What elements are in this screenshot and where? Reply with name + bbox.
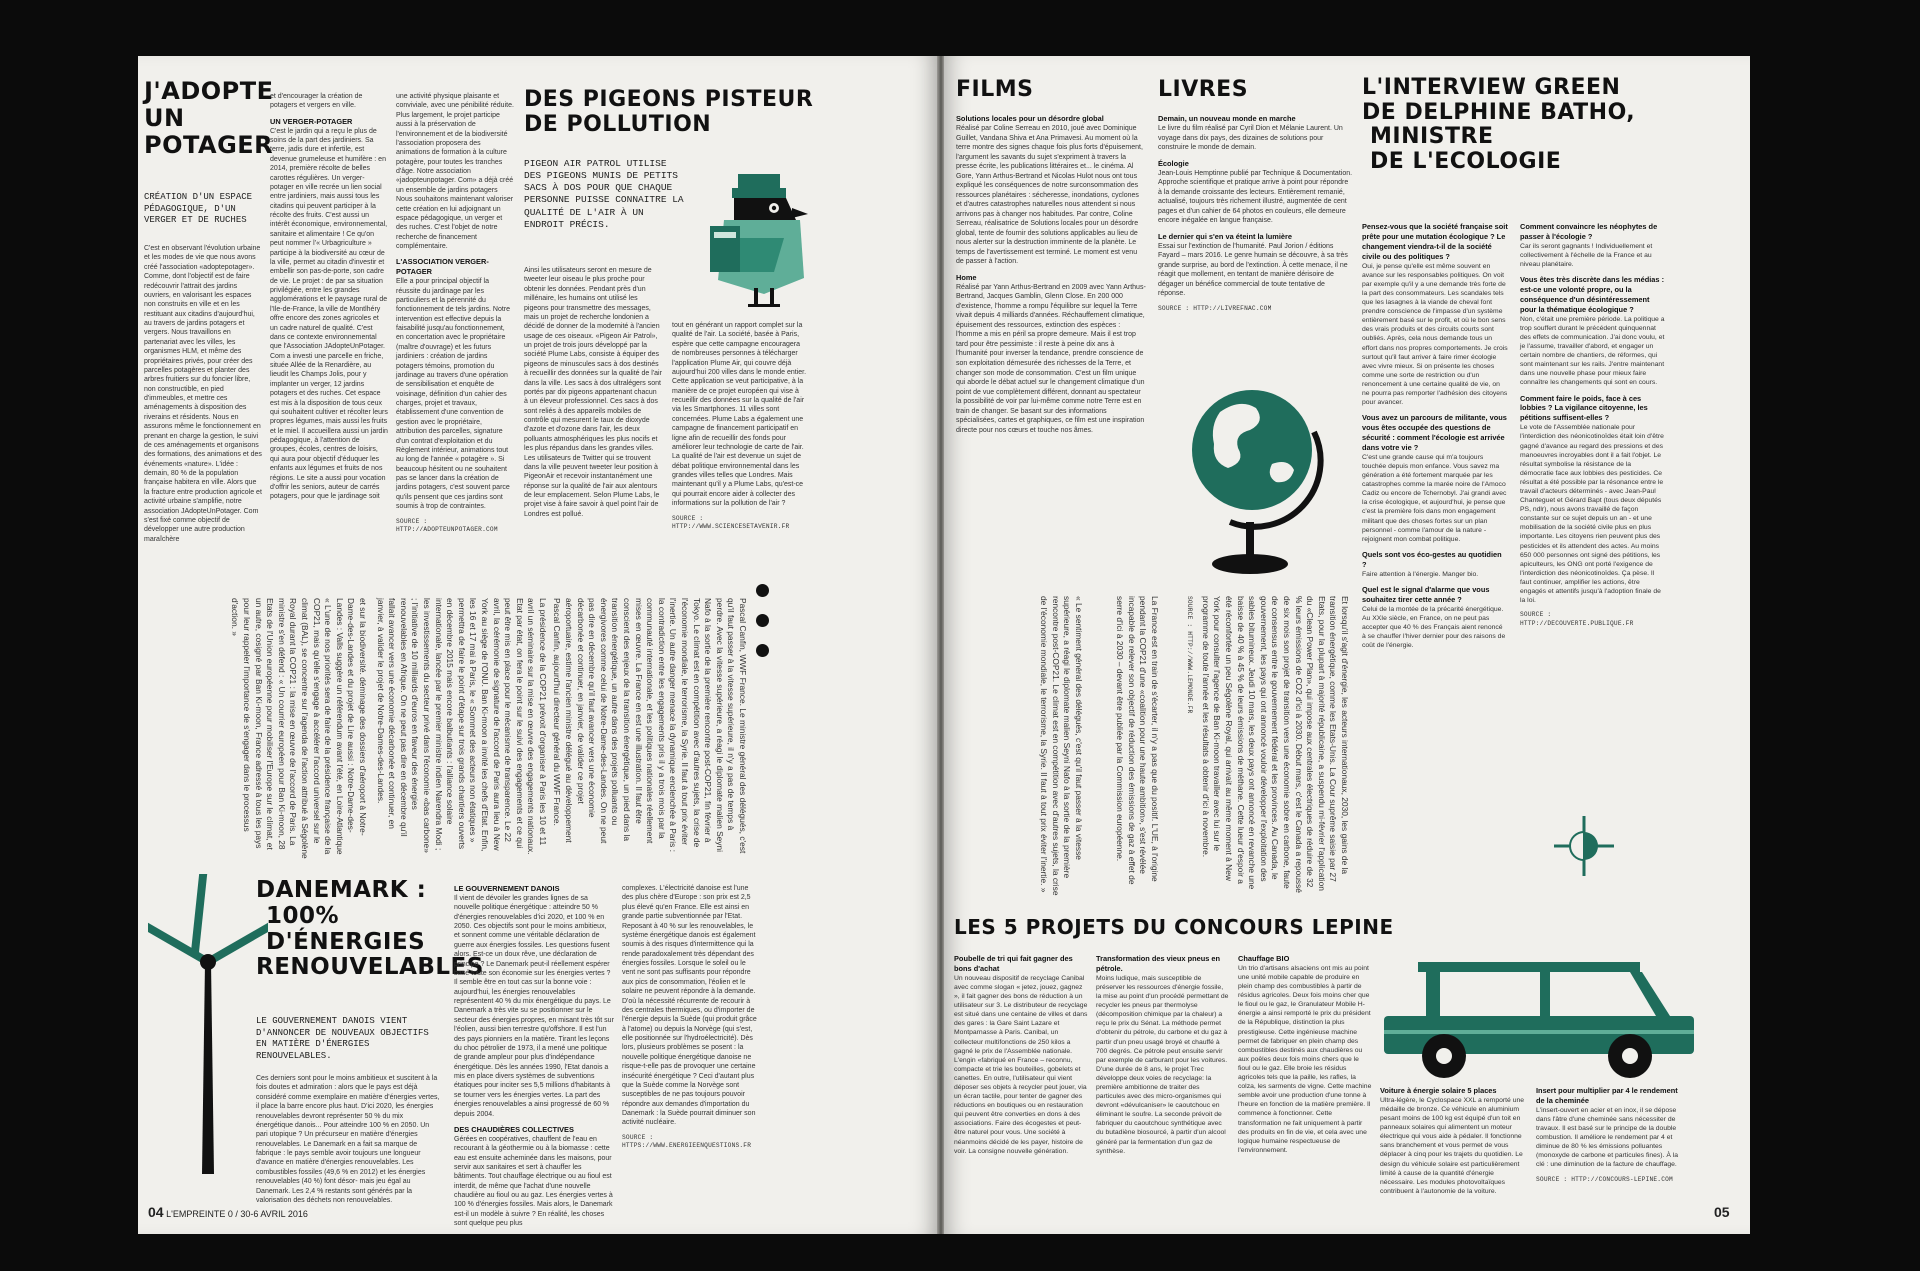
livres-column [1158, 114, 1354, 313]
danemark-title-line4: RENOUVELABLES [256, 954, 484, 981]
interview-title-line4: DE L'ECOLOGIE [1370, 148, 1562, 174]
cop21-right-col-b: La France est en train de s'écarter, il n'y a pas que du positif. L'UE, à l'origine pendant la COP21 d'une «coalition pour une haute ambition», s'est révélée incapable de relever son objectif de réduction des émissions de gaz à effet de serre d'ici à 2030 – devant être publiée par la Commission européenne. [1115, 596, 1160, 885]
pigeon-foot-left [748, 304, 764, 307]
danemark-title-line1: DANEMARK : [256, 877, 427, 903]
pigeons-title-line1: DES PIGEONS PISTEUR [524, 87, 814, 112]
interview-source: SOURCE : HTTP://DECOUVERTE.PUBLIQUE.FR [1520, 611, 1634, 627]
pigeon-leg-left [754, 288, 758, 306]
danemark-col1: Ces derniers sont pour le moins ambitieux et suscitent à la fois doutes et admiration : alors que le pays est déjà considéré comme exemplaire en matière d'énergies vertes, il place la barre encore plus haut. D'ici 2020, les énergies renouvelables devront représenter 50 % du mix énergétique danois... Pour atteindre 100 % en 2050. Un pari utopique ? Un précurseur en matière d'énergies renouvelables. Le Danemark en a fait sa marque de fabrique : le pays semble avoir toujours une longueur d'avance en matière d'énergies renouvelables. Les combustibles fossiles (49,6 % en 2012) et les énergies renouvelables (40 %) font désor- mais jeu égal au Danemark. Les 2,4 % restants sont générés par la valorisation des déchets non renouvelables. [256, 1075, 440, 1204]
potager-lead: CRÉATION D'UN ESPACE PÉDAGOGIQUE, D'UN VERGER ET DE RUCHES [144, 192, 253, 226]
livre-1-title: Demain, un nouveau monde en marche [1158, 114, 1296, 123]
pigeon-backpack-strap [714, 232, 736, 238]
left-page [138, 56, 938, 1234]
potager-col3-text1: une activité physique plaisante et conviviale, avec une pénibilité réduite. Plus largement, le projet participe aussi à la préservation de l'environnement et de la biodiversité l'association proposera des animations de formation à la culture potagère, pour toutes les tranches d'âge. Notre association «jadopteunpotager. Com» a déjà créé un ensemble de jardins potagers Nous souhaitons maintenant valoriser cette création en lui adjoignant un espace pédagogique, un verger et des ruches. C'est l'objet de notre recherche de financement complémentaire. [396, 93, 514, 250]
cop21-col-a: et sur la biodiversité. déminage des dossiers d'aéroport à Notre-Dame-des-Landes et du projet de Lire aussi : Notre-Dame-des-Landes : Valls suggère un référendum avant l'été, en Loire-Atlantique « L'une de nos priorités sera de faire de la présidence française de la COP21, mais qu'elle s'engage à accélérer l'accord universel sur le climat (BAL), se concentre sur l'agenda de l'action attribué à Ségolène Royal durant la COP21 : la mise en œuvre de l'accord de Paris. La ministre s'en défend : « Un courrier européen pour Ban Ki-moon, 28 Etats de l'Union européenne pour mobiliser l'Europe sur le climat, et un autre, cosigné par Ban Ki-moon, France adressé à tous les pays pour leur rappeler l'importance de s'engager dans le processus d'action. » [230, 598, 368, 859]
wind-turbine-illustration [148, 874, 268, 1174]
decor-dot [756, 584, 769, 597]
decor-dot [756, 614, 769, 627]
lepine-project-2-title: Transformation des vieux pneus en pétrole. [1096, 954, 1221, 973]
lepine-title: LES 5 PROJETS DU CONCOURS LEPINE [954, 915, 1394, 939]
potager-source: SOURCE : HTTP://ADOPTEUNPOTAGER.COM [396, 517, 498, 533]
compass-half-light [1570, 832, 1584, 860]
interview-question-1: Pensez-vous que la société française soit prête pour une mutation écologique ? Le changement viendra-t-il de la société civile ou des politiques ? [1362, 222, 1508, 261]
car-pillar-front [1630, 972, 1670, 1016]
pigeons-col2-text: tout en générant un rapport complet sur la qualité de l'air. La société, basée à Paris, espère que cette campagne encouragera de nombreuses personnes à télécharger l'application Plume Air, qui couvre déjà aujourd'hui 200 villes dans le monde entier. Cette application se veut participative, à la manière de ce projet européen qui vise à recueillir des données sur la qualité de l'air via les Smartphones. 11 villes sont concernées. Plume Labs a également une campagne de financement participatif en ligne afin de recueillir des fonds pour améliorer leur technologie de carte de l'air. La qualité de l'air est devenue un sujet de débat politique environnemental dans les grandes villes telles que Londres. Mais maintenant qu'il y a Plume Labs, qu'est-ce qui pourrait encore aider à collecter des informations sur la pollution de l'air ? [672, 322, 807, 508]
pigeon-hat-top [738, 174, 780, 190]
potager-title-line2: UN [144, 103, 185, 132]
pigeons-col2 [672, 321, 808, 531]
pigeon-beak [792, 208, 808, 218]
pigeons-title [524, 88, 924, 137]
livres-title: LIVRES [1158, 77, 1249, 102]
livre-3-text: Essai sur l'extinction de l'humanité. Paul Jorion / éditions Fayard – mars 2016. Le genre humain se découvre, à sa très grande surprise, au bord de l'extinction. À cette menace, il ne réagit que mollement, en tentant de manière dérisoire de dégager un bénéfice commercial de toute tentative de réponse. [1158, 242, 1348, 298]
danemark-col3 [622, 884, 758, 1150]
interview-title-line3: MINISTRE [1370, 124, 1494, 150]
potager-col2-text: C'est le jardin qui a reçu le plus de soins de la part des jardiniers. Sa terre, jadis dure et infertile, est devenue grumeleuse et humifère : en 2014, première récolte de belles carottes régulières. Un verger-potager en ville recrée un lien social entre jardiniers, mais aussi tous les citadins qui peuvent participer à la récolte des fruits. C'est aussi un intérêt économique, environnemental, sanitaire et alimentaire ! Ce qu'on peut nommer l'« Urbagriculture » participe à la biodiversité au cœur de la ville, permet au citadin d'investir et embellir son pas-de-porte, son cadre de vie. Le projet : de par sa situation privilégiée, entre les grandes agglomérations et le paysage rural de l'Ile-de-France, la ville de Montlhéry offre encore des zones agricoles et un cadre naturel de qualité. C'est dans ce contexte environnemental que l'Association JAdopteUnPotager. Com a investi une parcelle en friche, située Allée de la Renardière, au lieudit les Champs Jolis, pour y implanter un verger, 12 jardins potagers et des ruches. Cet espace est mis à la disposition de tous ceux qui souhaitent cultiver et récolter leurs propres légumes, mais aussi les fruits et le miel. Il accueillera aussi un jardin pédagogique, à l'attention de groupes, écoles, centres de loisirs, qui aura pour objectif d'éduquer les enfants aux légumes et fruits de nos régions. Le site a aussi pour vocation d'offrir les seniors, auteur de carrés potagers, pour que le jardinage soit [270, 127, 388, 501]
interview-col2 [1520, 222, 1666, 628]
left-folio [148, 1204, 308, 1220]
interview-col1 [1362, 222, 1508, 650]
lepine-col2 [1096, 954, 1230, 1156]
interview-question-4: Quel est le signal d'alarme que vous souhaitez tirer cette année ? [1362, 584, 1490, 604]
right-folio [1714, 1204, 1730, 1220]
potager-col3-text2: Elle a pour principal objectif la réussite du jardinage par les particuliers et la pérennité du fonctionnement de tels jardins. Notre intervention est effective depuis la faisabilité jusqu'au fonctionnement, en concertation avec le propriétaire (maître d'ouvrage) et les futurs jardiniers : création de jardins potagers témoins, promotion du jardinage au travers d'une opération de sensibilisation et enquête de voisinage, définition d'un cahier des charges, projet et travaux, établissement d'une convention de gestion avec le propriétaire, attribution des parcelles, signature d'un contrat d'exploitation et du Règlement intérieur, animations tout au long de l'année « potagère ». Si beaucoup hésitent ou ne souhaitent pas se lancer dans la création de jardins potagers, c'est souvent parce qu'ils pensent que ces jardins sont soumis à trop de contraintes. [396, 278, 511, 511]
pigeons-lead: PIGEON AIR PATROL UTILISE DES PIGEONS MUNIS DE PETITS SACS À DOS POUR QUE CHAQUE PERSONNE PUISSE CONNAITRE LA QUALITÉ DE L'AIR À UN ENDROIT PRÉCIS. [524, 158, 684, 230]
lepine-project-4-text: Ultra-légère, le Cyclospace XXL a remporté une médaille de bronze. Ce véhicule en aluminium pesant moins de 100 kg est équipé d'un toit en panneaux solaires qui alimentent un moteur électrique qui vous aide à pédaler. Il fonctionne sans branchement et vous permet de vous déplacer à cinq pour les trajets du quotidien. Le design du véhicule solaire est particulièrement limité à cause de la quantité d'énergie nécessaire. Les modules photovoltaïques contribuent à l'autonomie de la voiture. [1380, 1096, 1525, 1195]
pigeon-leg-right [770, 288, 774, 306]
potager-title-line1: J'ADOPTE [144, 77, 274, 105]
lepine-project-3-title: Chauffage BIO [1238, 954, 1290, 963]
interview-title-line1: L'INTERVIEW GREEN [1362, 75, 1621, 100]
livre-2-text: Jean-Louis Hemptinne publié par Technique & Documentation. Approche scientifique et pratique arrive à point pour répondre à la demande croissante des lecteurs. Entièrement remanié, actualisé, toujours très richement illustré, augmentée de cent pages et d'un cahier de 64 photos en couleurs, elle demeure encore inégalée en langue française. [1158, 169, 1353, 225]
livre-3-title: Le dernier qui s'en va éteint la lumière [1158, 231, 1293, 241]
interview-answer-5: Car ils seront gagnants ! Individuellement et collectivement à l'échelle de la France et au niveau planétaire. [1520, 242, 1653, 269]
lepine-col1 [954, 954, 1088, 1156]
turbine-mast [202, 962, 214, 1174]
lepine-project-1-title: Poubelle de tri qui fait gagner des bons d'achat [954, 954, 1073, 973]
interview-answer-4: Celui de la montée de la précarité énergétique. Au XXIe siècle, en France, on ne peut pas accepter que 40 % des Français aient renoncé à se chauffer l'hiver dernier pour des raisons de coût de l'énergie. [1362, 605, 1506, 649]
pigeon-illustration [704, 168, 824, 318]
interview-answer-3: Faire attention à l'énergie. Manger bio. [1362, 570, 1479, 578]
interview-answer-6: Non, c'était une première période. La politique a trop souffert durant le précédent quinquennat des effets de communication. J'ai donc voulu, et je l'assume, travailler d'abord, et engager un certain nombre de chantiers, de réformes, qui sont maintenant sur les rails. J'entre maintenant dans une nouvelle phase pour mieux faire connaître les changements qui sont en cours. [1520, 315, 1665, 387]
lepine-col3 [1238, 954, 1372, 1155]
film-1-title: Solutions locales pour un désordre global [956, 114, 1104, 123]
car-body-stripe [1384, 1030, 1694, 1034]
potager-col3 [396, 92, 514, 534]
decor-dot [756, 644, 769, 657]
film-2-text: Réalisé par Yann Arthus-Bertrand en 2009 avec Yann Arthus-Bertrand, Jacques Gamblin, Glenn Close. En 200 000 d'existence, l'homme a rompu l'équilibre sur lequel la Terre vivait depuis 4 milliards d'années. Réchauffement climatique, épuisement des ressources, extinction des espèces : l'homme a mis en péril sa propre demeure. Mais il est trop tard pour être pessimiste : il reste à peine dix ans à l'humanité pour inverser la tendance, prendre conscience de son exploitation démesurée des richesses de la Terre, et changer son mode de consommation. C'est un film unique qui aborde le débat actuel sur le changement climatique d'un point de vue complètement différent, donnant au spectateur la possibilité de voir par lui-même comme notre Terre est en train de changer. Se basant sur des informations spécialisées, cartes et graphiques, ce film est une inspiration directe pour nos cœurs et touche nos âmes. [956, 283, 1146, 434]
lepine-project-1-text: Un nouveau dispositif de recyclage Canibal avec comme slogan « jetez, jouez, gagnez », il fait gagner des bons de réduction à un utilisateur sur 3. Le distributeur de recyclage est situé dans une centaine de villes et dans des gares : la Gare Saint Lazare et Montparnasse à Paris. Canibal, un collecteur multifonctions de 250 kilos a gagné le prix de l'Assemblée nationale. L'engin «fabriqué en France – reconnu, compacte et trie les bouteilles, gobelets et canettes. En outre, l'utilisateur qui vient déposer ses objets à recycler peut jouer, via un écran tactile, pour tenter de gagner des réductions en boutiques ou en restauration qui peuvent être converties en dons à des associations. Faire des écogestes et peut-être naturel pour vous. Une société à néanmoins décidé de les payer, histoire de voir. La consigne nouvelle génération. [954, 974, 1088, 1155]
right-page [944, 56, 1750, 1234]
interview-question-7: Comment faire le poids, face à ces lobbies ? La vigilance citoyenne, les pétitions suffisent-elles ? [1520, 393, 1648, 423]
pigeons-col1: Ainsi les utilisateurs seront en mesure de tweeter leur oiseau le plus proche pour obtenir les données. Pendant près d'un millénaire, les humains ont utilisé les pigeons pour transmettre des messages, mais un projet de recherche londonien a décidé de donner de la modernité à l'ancien usage de ces oiseaux. «Pigeon Air Patrol», un projet de trois jours développé par la société Plume Labs, consiste à équiper des pigeons de minuscules sacs à dos destinés à recueillir des données sur la qualité de l'air dans la ville. Les sacs à dos ultralégers sont portés par dix pigeons appartenant chacun à un éleveur professionnel. Ces sacs à dos sont reliés à des appareils mobiles de contrôle qui mesurent le taux de dioxyde d'azote et d'ozone dans l'air, les deux polluants atmosphériques les plus nocifs et les plus répandus dans les grandes villes. Les utilisateurs de Twitter qui se trouvent dans la ville peuvent tweeter leur position à PigeonAir et recevoir instantanément une réponse sur la qualité de l'air aux alentours de leur emplacement. Selon Plume Labs, le projet vise à faire savoir à quel point l'air de Londres est pollué. [524, 267, 662, 518]
pigeons-source: SOURCE : HTTP://WWW.SCIENCESETAVENIR.FR [672, 514, 790, 530]
lepine-col4 [1380, 1086, 1526, 1196]
potager-title-line3: POTAGER [144, 130, 274, 159]
interview-question-6: Vous êtes très discrète dans les médias : est-ce une volonté propre, ou la conséquence d'un désintéressement pour la thématique écologique ? [1520, 275, 1665, 314]
interview-question-5: Comment convaincre les néophytes de passer à l'écologie ? [1520, 222, 1658, 241]
pigeon-pupil [772, 206, 776, 210]
livre-1-text: Le livre du film réalisé par Cyril Dion et Mélanie Laurent. Un voyage dans dix pays, des dizaines de solutions pour construire le monde de demain. [1158, 125, 1343, 152]
potager-col1: C'est en observant l'évolution urbaine et les modes de vie que nous avons créé l'association «adoptepotager». Comme, dont l'objectif est de faire redécouvrir l'attrait des jardins ouvriers, en valorisant les espaces non construits en ville et en les restituant aux citadins d'aujourd'hui, au travers de jardins potagers et vergers. Nous travaillons en partenariat avec les villes, les organismes HLM, et même des propriétaires privés, pour créer des parcelles potagères et planter des arbres fruitiers sur du foncier libre, non constructible, en pied d'immeubles, et mettre ces aménagements à disposition des riverains et résidents. Nous en assurons même le fonctionnement en prenant en charge la gestion, le suivi de ces aménagements et organisons des formations, des animations et des événements «nature». L'idée : demain, 80 % de la population française habitera en ville. Alors que la fracture entre production agricole et activité urbaine s'amplifie, notre association JAdopteUnPotager. Com s'est fixé comme objectif de développer une autre production maraîchère [144, 245, 262, 543]
interview-answer-7: Le vote de l'Assemblée nationale pour l'interdiction des néonicotinoïdes était loin d'être gagné d'avance au regard des pressions et des manoeuvres incroyables dont il a fait l'objet. Le résultat symbolise la résistance de la démocratie face aux lobbies des pesticides. Ce résultat a été possible par la résonance entre le travail d'acteurs déterminés - avec Jean-Paul Chanteguet et Gérard Bapt (tous deux députés PS, ndlr), nous avons travaillé de façon constante sur ce sujet depuis un an - et une mobilisation de la société civile plus en plus importante. Les citoyens rien peuvent plus des pesticides et ils attendent des actes. Au moins 650 000 personnes ont signé des pétitions, les apiculteurs, les ONG ont porté l'exigence de l'interdiction des néonicotinoïdes. Ça pèse. Il faut continuer, amplifier les actions, être engagés et attentifs jusqu'à l'adoption finale de la loi. [1520, 424, 1664, 605]
lepine-project-3-text: Un trio d'artisans alsaciens ont mis au point une unité mobile capable de produire en plein champ des combustibles à partir de résidus agricoles. Deux fois moins cher que le fioul ou le gaz, le Granulateur Mobile H-énergie a ainsi remporté le prix du président de la République, distinction la plus prestigieuse. Cette ingénieuse machine permet de fabriquer en plein champ des combustibles destinés aux chaudières ou aux poêles deux fois moins chers que le fioul ou le gaz. Elle broie les résidus agricoles tels que la paille, les rafles, la colza, les sarments de vigne. Cette machine semble avoir une production d'une tonne à l'heure en fonction de la matière première. Il commence à fonctionner. Cette transformation ne fait uniquement à partir des produits en fin de vie, et cela avec une logique humaine respectueuse de l'environnement. [1238, 964, 1372, 1154]
lepine-source: SOURCE : HTTP://CONCOURS-LEPINE.COM [1536, 1175, 1673, 1183]
issue-info: L'EMPREINTE 0 / 30-6 AVRIL 2016 [166, 1209, 308, 1219]
cop21-right-col-a: « Le sentiment général des délégués, c'est qu'il faut passer à la vitesse supérieure, a réagi le diplomate malien Seyni Nafo à la sortie de la première rencontre post-COP21. Le climat est en compétition avec d'autres sujets, la crise de l'économie mondiale, le terrorisme, la Syrie. Il faut à tout prix éviter l'inertie. » [1039, 596, 1084, 896]
interview-title-line2: DE DELPHINE BATHO, [1362, 99, 1636, 125]
pigeon-hat-brim [732, 188, 786, 198]
cop21-col-c: Pascal Canfin, WWF France. Le ministre général des délégués, c'est qu'il faut passer à la vitesse supérieure, il n'y a pas de temps à perdre. Avec la vitesse supérieure, a réagi le diplomate malien Seyni Nafo à la sortie de la première rencontre post-COP21, fin février à Tokyo. Le climat est en compétition avec d'autres sujets, la crise de l'économie mondiale, le terrorisme, la Syrie. Il faut à tout prix éviter l'inertie. Un autre danger menace la dynamique enclenchée à Paris : la contradiction entre les engagements pris il y a trois mois par la communauté internationale, et les politiques nationales réellement mises en œuvre. La France en est une illustration. Il faut être conscient des enjeux de la transition énergétique, un pied dans la transition énergétique, un autre dans des projets polluants ou énergivores comme celui de Notre-Dame-des-Landes. On ne peut pas dire en décembre qu'il faut avancer vers une économie décarbonée et continuer, en janvier, de valider ce projet aéroportuaire, estime l'ancien ministre délégué au développement Pascal Canfin, aujourd'hui directeur général du WWF France. [552, 598, 748, 854]
interview-question-3: Quels sont vos éco-gestes au quotidien ? [1362, 549, 1502, 569]
lepine-project-5-text: L'insert-ouvert en acier et en inox, il se dépose dans l'âtre d'une cheminée sans nécessiter de travaux. Il est basé sur le principe de la double combustion. Il améliore le rendement par 4 et diminue de 80 % les émissions polluantes (monoxyde de carbone et particules fines). À la clé : une diminution de la facture de chauffage. [1536, 1106, 1679, 1169]
pigeon-head [734, 198, 796, 220]
newspaper-spread [138, 56, 1750, 1236]
danemark-col2-text2: Gérées en coopératives, chauffent de l'eau en recourant à la géothermie ou à la biomasse : cette eau est ensuite acheminée dans les maisons, pour servir aux sanitaires et sert à chauffer les bâtiments. Tout chauffage électrique ou au fioul est interdit, de même que l'achat d'une nouvelle chaudière au fioul ou au gaz. Les énergies vertes à 100 % d'énergies fossiles. Mais alors, le Danemark est-il un modèle à suivre ? En réalité, les choses sont quelque peu plus [454, 1135, 613, 1228]
danemark-lead: LE GOUVERNEMENT DANOIS VIENT D'ANNONCER DE NOUVEAUX OBJECTIFS EN MATIÈRE D'ÉNERGIES RENOUVELABLES. [256, 1016, 429, 1061]
interview-answer-2: C'est une grande cause qui m'a toujours touchée depuis mon enfance. Vous savez ma génération a été fortement marquée par les catastrophes comme la marée noire de l'Amoco Cadiz ou encore de Tchernobyl. J'ai grandi avec la crise écologique, et aujourd'hui, je pense que c'est la première fois dans mon engagement militant que des choses fortes sur un plan personnel - comme l'amour de la nature - rejoignent mon combat politique. [1362, 453, 1507, 543]
danemark-title-line3: D'ÉNERGIES [266, 928, 426, 955]
potager-title [144, 77, 274, 159]
lepine-col5 [1536, 1086, 1686, 1184]
globe-base [1212, 554, 1288, 574]
films-column [956, 114, 1146, 435]
pigeons-title-line2: DE POLLUTION [524, 111, 712, 137]
livre-2-title: Écologie [1158, 158, 1189, 168]
danemark-col2-text1: Il vient de dévoiler les grandes lignes de sa nouvelle politique énergétique : atteindre 50 % d'énergies renouvelables d'ici 2020, et 100 % en 2050. Ces objectifs sont pour le moins ambitieux, et sonnent comme une véritable déclaration de guerre aux énergies fossiles. Les questions fusent alors. Est-ce un doux rêve, une déclaration de principe ? Le Danemark peut-il réellement espérer basé toute son économie sur les énergies vertes ? Il semble être en tout cas sur la bonne voie : aujourd'hui, les énergies renouvelables représentent 40 % du mix énergétique du pays. Le Danemark a très vite su se positionner sur le secteur des énergies propres, en misant très tôt sur l'éolien, aussi bien terrestre qu'offshore. Il est l'un des pays pionniers en la matière. Tirant les leçons du choc pétrolier de 1973, il a mené une politique de grande ampleur pour plus d'indépendance énergétique. Dès les années 1990, l'Etat danois a mis en place divers systèmes de subventions étatiques pour inciter ses 5,5 millions d'habitants à se tourner vers les énergies vertes. La part des énergies renouvelables a ainsi progressé de 60 % depuis 2004. [454, 894, 614, 1118]
potager-col2 [270, 92, 388, 502]
cop21-col-b: La présidence de la COP21 prévoit d'organiser à Paris les 10 et 11 avril un séminaire sur la mise en œuvre des engagements nationaux. Etat par état, on fera le point sur le suivi des engagements et ce qui peut être mis en place pour le mécanisme de transparence. Le 22 avril, la cérémonie de signature de l'accord de Paris aura lieu à New York au siège de l'ONU. Ban Ki-moon a invité les chefs d'Etat. Enfin, les 16 et 17 mai à Paris, le « Sommet des acteurs non étatiques » permettra de faire le point d'étape sur trois grands chantiers ouverts en décembre 2015 mais encore balbutiants : l'alliance solaire internationale, lancée par le premier ministre indien Narendra Modi ; les investissements du secteur privé dans l'économie «bas carbone» ; l'initiative de 10 milliards d'euros en faveur des énergies renouvelables en Afrique. On ne peut pas dire en décembre qu'il fallait avancer vers une économie décarbonée et continuer, en janvier, à valider le projet de Notre-Dames-des-Landes. [375, 598, 548, 855]
car-pillar-mid [1540, 972, 1550, 1016]
cop21-right-col-c [1185, 596, 1350, 896]
turbine-hub [200, 954, 216, 970]
globe-stand [1246, 522, 1254, 556]
lepine-project-5-title: Insert pour multiplier par 4 le rendement de la cheminée [1536, 1086, 1678, 1105]
danemark-sub-chaudieres: DES CHAUDIÈRES COLLECTIVES [454, 1124, 574, 1134]
interview-question-2: Vous avez un parcours de militante, vous vous êtes occupée des questions de sécurité : comment l'écologie est arrivée dans votre vie ? [1362, 413, 1507, 452]
interview-title [1362, 76, 1742, 175]
danemark-title-line2: 100% [266, 902, 340, 929]
lepine-project-2-text: Moins ludique, mais susceptible de préserver les ressources d'énergie fossile, la mise au point d'un procédé permettant de recycler les pneus par thermolyse (décomposition chimique par la chaleur) a reçu le prix du Sénat. La méthode permet d'obtenir du pétrole, du carbone et du gaz à partir d'un pneu usagé broyé et chauffé à 700 degrés. Ce pétrole peut ensuite servir par exemple de carburant pour les voitures. D'une durée de 8 ans, le projet Trec développe deux voies de recyclage: la première ambitionne de traiter des particules avec des micro-organismes qui devront «dévulcaniser» le caoutchouc en éliminant le soufre. La seconde prévoit de fabriquer du caoutchouc synthétique avec du butadiène biosourcé, à partir d'un alcool généré par la fermentation d'un gaz de synthèse. [1096, 974, 1229, 1155]
livres-source: SOURCE : HTTP://LIVREFNAC.COM [1158, 304, 1272, 312]
danemark-title [256, 877, 484, 981]
car-pillar-rear [1426, 972, 1440, 1016]
pigeon-foot-right [764, 304, 780, 307]
turbine-blade-top [191, 874, 208, 955]
compass-decoration [1554, 816, 1614, 876]
danemark-col2 [454, 884, 614, 1229]
potager-sub-association: L'ASSOCIATION VERGER-POTAGER [396, 257, 489, 277]
film-1-text: Réalisé par Coline Serreau en 2010, joué avec Dominique Guillet, Vandana Shiva et Ana Primavesi. Au moment où la terre montre des signes chaque fois plus forts d'épuisement, l'argument les savants du sujet s'expriment à travers la presse écrite, les publications littéraires et... le cinéma. Al Gore, Yann Arthus-Bertrand et Nicolas Hulot nous ont tous expliqué les conséquences de notre surconsommation des ressources planétaires : sécheresse, inondations, cyclones et d'autres catastrophes naturelles nous attendent si nous arrivons pas à changer nos habitudes. Par contre, Coline Serreau, réalisatrice de Solutions locales pour un désordre global, tente de fournir des solutions applicables au lieu de nous alerter sur la destruction imminente de la planète. Le temps de l'avertissement est terminé. Le moment est venu de passer à l'action. [956, 125, 1143, 266]
car-hubcap-rear [1436, 1048, 1452, 1064]
potager-sub-verger: UN VERGER-POTAGER [270, 116, 353, 126]
film-2-title: Home [956, 272, 977, 282]
interview-answer-1: Oui, je pense qu'elle est même souvent en avance sur les responsables politiques. On voit par exemple qu'il y a une demande très forte de la part des consommateurs. Les scandales tels que les lasagnes à la viande de cheval font prendre conscience de l'impasse d'un système entièrement basé sur le profit, et où le bon sens des vrais produits et des circuits courts sont oubliés. Après, cela nous demande tous un effort dans nos propres comportements. Je crois surtout qu'il faut arriver à faire rimer écologie avec vivre mieux. Si on présente les choses comme une sorte de restriction ou d'un renoncement à une certaine qualité de vie, on ne pourra pas remporter l'adhésion des citoyens pour avancer. [1362, 262, 1508, 407]
car-roof-panel [1418, 962, 1640, 972]
lepine-project-4-title: Voiture à énergie solaire 5 places [1380, 1086, 1497, 1095]
potager-col2-intro: et d'encourager la création de potagers et vergers en ville. [270, 93, 363, 110]
danemark-col3-text: complexes. L'électricité danoise est l'une des plus chère d'Europe : son prix est 2,5 plus élevé qu'en France. Elle est ainsi en grande partie subventionnée par l'Etat. Reposant à 40 % sur les renouvelables, le système énergétique danois est également soumis à des risques d'intermittence qui la rende paradoxalement très dépendant des énergies fossiles. Lorsque le soleil ou le vent ne sont pas suffisants pour répondre aux pics de consommation, l'éolien et le solaire ne peuvent répondre à la demande. D'où la nécessité récurrente de recourir à des centrales thermiques, ou d'importer de l'énergie depuis la Suède (qui produit grâce à l'atome) ou depuis la Norvège (qui s'est, elle positionnée sur l'hydroélectricité). Dès lors, plusieurs problèmes se posent : la nouvelle politique énergétique danoise ne risque-t-elle pas de provoquer une certaine insécurité énergétique ? Ceci d'autant plus que la Suède comme la Norvège sont susceptibles de ne pas toujours pouvoir répondre aux demandes d'importation du Danemark : la Suède pourrait diminuer son activité nucléaire. [622, 885, 757, 1127]
danemark-source: SOURCE : HTTPS://WWW.ENERGIEENQUESTIONS.FR [622, 1133, 752, 1150]
globe-illustration [1180, 372, 1330, 582]
car-hubcap-front [1622, 1048, 1638, 1064]
compass-half-dark [1584, 832, 1598, 860]
cop21-right-source: SOURCE : HTTP://WWW.LEMONDE.FR [1186, 596, 1194, 714]
car-illustration [1380, 956, 1700, 1086]
films-title: FILMS [956, 77, 1034, 102]
page-number-left: 04 [148, 1204, 164, 1220]
danemark-sub-gouvernement: LE GOUVERNEMENT DANOIS [454, 884, 560, 893]
cop21-right-col-c-text: Et lorsqu'il s'agit d'énergie, les acteurs internationaux, 2030, les gains de la transition énergétique, comme les Etats-Unis. La Cour suprême saisie par 27 Etats, pour la plupart à majorité républicaine, a suspendu mi-février l'application du «Clean Power Plan», qui impose aux centrales électriques de réduire de 32 % leurs émissions de CO2 d'ici à 2030. Début mars, c'est le Canada a repoussé de six mois son projet de transition vers une économie sobre en carbone, faute de consensus entre le gouvernement fédéral et les provinces. Au Canada, le gouvernement, les pays qui ont annoncé vouloir développer l'exploitation des sables bitumineux. Jeudi 10 mars, les deux pays ont annoncé en revanche une baisse de 40 % à 45 % de leurs émissions de méthane. Cette lueur d'espoir a été réconfortée un peu Ségolène Royal, qui arrivait au même moment à New York pour consulter l'agence de Ban Ki-moon travailler avec lui sur le programme de toute l'année et les résultats à obtenir d'ici à novembre. [1200, 596, 1350, 893]
page-number-right: 05 [1714, 1204, 1730, 1220]
